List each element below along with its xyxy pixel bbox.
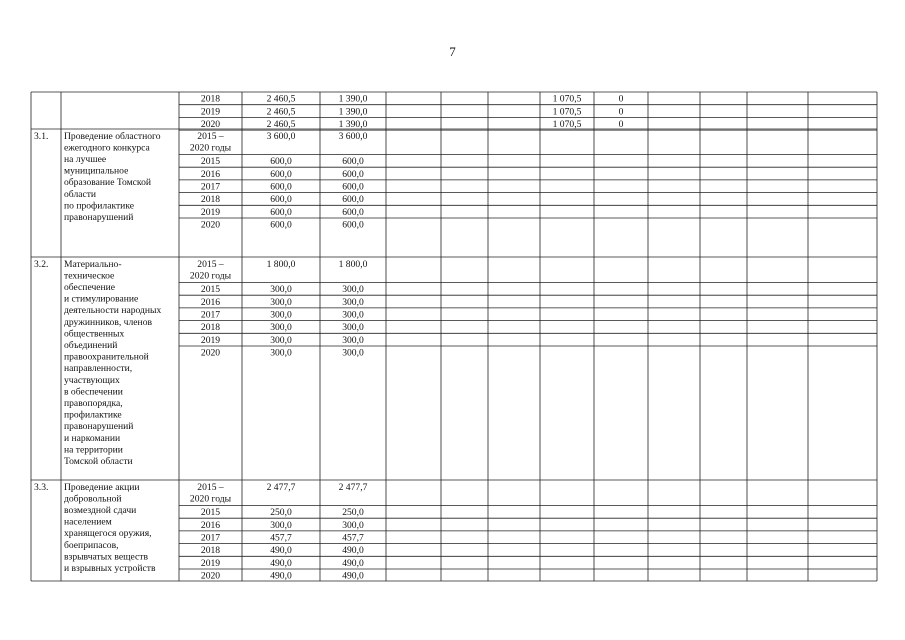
cell-value: 300,0 bbox=[342, 519, 364, 531]
cell-year: 2018 bbox=[200, 545, 221, 557]
cell-total: 600,0 bbox=[270, 156, 292, 168]
section-title-line: муниципальное bbox=[64, 165, 129, 177]
section-title-line: деятельности народных bbox=[64, 305, 162, 317]
cell-year: 2016 bbox=[200, 296, 221, 308]
period-label: 2020 годы bbox=[189, 493, 232, 505]
section-title-line: объединений bbox=[64, 340, 118, 351]
period-total: 2 477,7 bbox=[266, 481, 296, 493]
section-title-line: добровольной bbox=[64, 493, 122, 505]
cell-year: 2019 bbox=[200, 206, 221, 218]
section-title-line: правоохранительной bbox=[64, 351, 149, 363]
section-title-line: Проведение областного bbox=[64, 130, 161, 142]
cell-value: 1 070,5 bbox=[552, 119, 582, 130]
cell-year: 2019 bbox=[200, 106, 221, 118]
cell-total: 457,7 bbox=[270, 532, 292, 544]
cell-total: 600,0 bbox=[270, 168, 292, 180]
cell-total: 490,0 bbox=[270, 545, 292, 557]
section-title-line: на территории bbox=[64, 444, 123, 456]
cell-value: 0 bbox=[618, 106, 624, 118]
section-title-line: боеприпасов, bbox=[64, 539, 119, 551]
cell-value: 300,0 bbox=[342, 296, 364, 308]
section-title-line: ежегодного конкурса bbox=[64, 142, 150, 154]
cell-year: 2016 bbox=[200, 168, 221, 180]
cell-value: 1 390,0 bbox=[338, 106, 368, 118]
section-number: 3.3. bbox=[34, 481, 49, 493]
cell-year: 2019 bbox=[200, 334, 221, 346]
cell-total: 600,0 bbox=[270, 219, 292, 231]
period-label: 2020 годы bbox=[189, 270, 232, 282]
cell-value: 300,0 bbox=[342, 284, 364, 296]
section-title-line: области bbox=[64, 188, 97, 200]
period-total: 1 800,0 bbox=[266, 258, 296, 270]
cell-year: 2020 bbox=[200, 570, 221, 582]
section-title-line: на лучшее bbox=[64, 154, 107, 165]
cell-year: 2019 bbox=[200, 557, 221, 569]
cell-value: 600,0 bbox=[342, 168, 364, 180]
cell-year: 2017 bbox=[200, 532, 221, 544]
cell-value: 490,0 bbox=[342, 557, 364, 569]
period-label: 2015 – bbox=[197, 258, 224, 270]
cell-year: 2015 bbox=[200, 507, 221, 519]
cell-value: 1 070,5 bbox=[552, 93, 582, 105]
cell-value: 1 070,5 bbox=[552, 106, 582, 118]
period-total: 3 600,0 bbox=[266, 130, 296, 142]
period-label: 2015 – bbox=[197, 481, 224, 493]
cell-value: 300,0 bbox=[342, 322, 364, 334]
cell-total: 2 460,5 bbox=[266, 119, 296, 130]
section-title-line: и наркомании bbox=[64, 432, 121, 444]
section-title-line: Томской области bbox=[64, 456, 133, 467]
section-title-line: Материально- bbox=[64, 258, 122, 270]
section-title-line: по профилактике bbox=[64, 200, 134, 212]
section-title-line: техническое bbox=[64, 270, 115, 282]
section-title-line: правопорядка, bbox=[64, 398, 123, 409]
cell-year: 2017 bbox=[200, 309, 221, 321]
section-title-line: Проведение акции bbox=[64, 481, 140, 493]
section-title-line: направленности, bbox=[64, 363, 133, 375]
cell-year: 2015 bbox=[200, 284, 221, 296]
section-title-line: обеспечение bbox=[64, 282, 116, 293]
cell-total: 300,0 bbox=[270, 347, 292, 359]
cell-value: 300,0 bbox=[342, 347, 364, 359]
cell-total: 300,0 bbox=[270, 284, 292, 296]
cell-value: 0 bbox=[618, 93, 624, 105]
section-title-line: дружинников, членов bbox=[64, 316, 153, 328]
cell-value: 600,0 bbox=[342, 219, 364, 231]
cell-total: 300,0 bbox=[270, 519, 292, 531]
cell-value: 490,0 bbox=[342, 545, 364, 557]
section-title-line: хранящегося оружия, bbox=[64, 528, 152, 540]
section-number: 3.2. bbox=[34, 258, 49, 270]
section-title-line: и стимулирование bbox=[64, 293, 139, 305]
section-title-line: и взрывных устройств bbox=[64, 563, 156, 574]
period-value: 2 477,7 bbox=[338, 481, 368, 493]
section-title-line: населением bbox=[64, 516, 112, 528]
cell-year: 2015 bbox=[200, 156, 221, 168]
cell-value: 600,0 bbox=[342, 194, 364, 206]
cell-value: 490,0 bbox=[342, 570, 364, 582]
period-label: 2020 годы bbox=[189, 142, 232, 154]
cell-value: 250,0 bbox=[342, 507, 364, 519]
section-title-line: взрывчатых веществ bbox=[64, 551, 148, 563]
section-number: 3.1. bbox=[34, 130, 49, 142]
cell-total: 2 460,5 bbox=[266, 93, 296, 105]
period-value: 3 600,0 bbox=[338, 130, 368, 142]
section-title-line: возмездной сдачи bbox=[64, 505, 137, 516]
cell-year: 2017 bbox=[200, 181, 221, 193]
section-title-line: участвующих bbox=[64, 374, 120, 386]
cell-year: 2020 bbox=[200, 219, 221, 231]
page-number: 7 bbox=[449, 44, 456, 59]
cell-year: 2016 bbox=[200, 519, 221, 531]
cell-value: 300,0 bbox=[342, 334, 364, 346]
cell-total: 490,0 bbox=[270, 557, 292, 569]
cell-total: 600,0 bbox=[270, 206, 292, 218]
section-title-line: в обеспечении bbox=[64, 386, 123, 398]
cell-total: 300,0 bbox=[270, 322, 292, 334]
period-label: 2015 – bbox=[197, 130, 224, 142]
cell-total: 2 460,5 bbox=[266, 106, 296, 118]
cell-value: 600,0 bbox=[342, 181, 364, 193]
cell-value: 600,0 bbox=[342, 156, 364, 168]
section-title-line: общественных bbox=[64, 328, 125, 340]
cell-year: 2018 bbox=[200, 93, 221, 105]
cell-total: 600,0 bbox=[270, 181, 292, 193]
cell-year: 2018 bbox=[200, 194, 221, 206]
section-title-line: правонарушений bbox=[64, 421, 134, 433]
cell-year: 2020 bbox=[200, 119, 221, 130]
cell-value: 1 390,0 bbox=[338, 93, 368, 105]
cell-total: 300,0 bbox=[270, 296, 292, 308]
cell-value: 600,0 bbox=[342, 206, 364, 218]
cell-total: 300,0 bbox=[270, 309, 292, 321]
section-title-line: образование Томской bbox=[64, 177, 152, 189]
cell-total: 300,0 bbox=[270, 334, 292, 346]
cell-value: 0 bbox=[618, 119, 624, 130]
cell-year: 2020 bbox=[200, 347, 221, 359]
period-value: 1 800,0 bbox=[338, 258, 368, 270]
cell-total: 600,0 bbox=[270, 194, 292, 206]
cell-total: 490,0 bbox=[270, 570, 292, 582]
cell-value: 1 390,0 bbox=[338, 119, 368, 130]
section-title-line: профилактике bbox=[64, 409, 122, 421]
cell-value: 457,7 bbox=[342, 532, 364, 544]
cell-value: 300,0 bbox=[342, 309, 364, 321]
cell-year: 2018 bbox=[200, 322, 221, 334]
section-title-line: правонарушений bbox=[64, 212, 134, 223]
cell-total: 250,0 bbox=[270, 507, 292, 519]
